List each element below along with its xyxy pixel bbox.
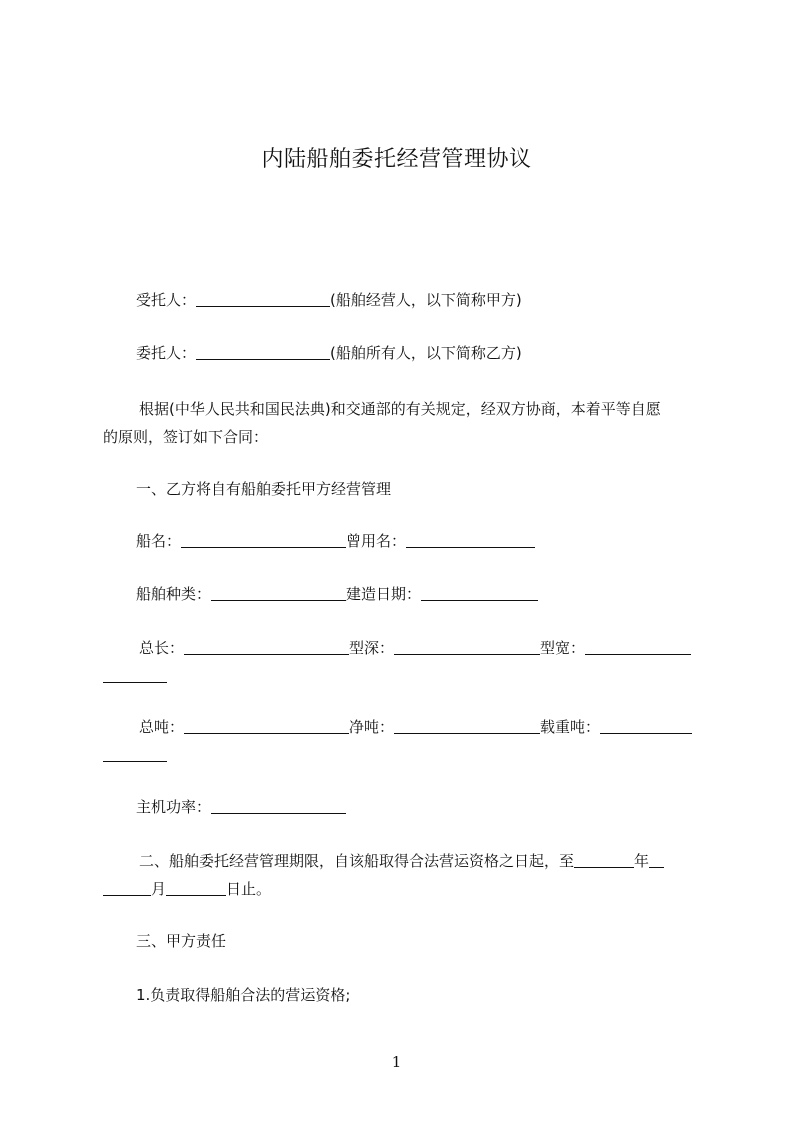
- trustee-note: (船舶经营人，以下简称甲方): [330, 291, 522, 309]
- document-title: 内陆船舶委托经营管理协议: [261, 147, 532, 172]
- preamble-line-1: 根据(中华人民共和国民法典)和交通部的有关规定，经双方协商，本着平等自愿: [139, 400, 661, 418]
- entrustor-label: 委托人：: [136, 344, 197, 362]
- ship-type-line: [103, 578, 736, 610]
- ship-name-label: 船名：: [136, 532, 182, 550]
- width-label: 型宽：: [540, 639, 586, 657]
- ship-name-blank[interactable]: [181, 529, 346, 548]
- ship-type-blank[interactable]: [211, 582, 346, 601]
- section-2-text: 二、船舶委托经营管理期限，自该船取得合法营运资格之日起，至: [139, 852, 575, 870]
- former-name-label: 曾用名：: [346, 532, 407, 550]
- net-ton-label: 净吨：: [349, 718, 395, 736]
- trustee-line: [103, 284, 736, 316]
- length-blank[interactable]: [184, 636, 349, 655]
- deadweight-label: 载重吨：: [540, 718, 601, 736]
- trustee-label: 受托人：: [136, 291, 197, 309]
- power-label: 主机功率：: [136, 798, 212, 816]
- year-label: 年: [634, 852, 650, 870]
- day-end-label: 日止。: [226, 880, 272, 898]
- entrustor-line: [103, 337, 736, 369]
- length-label: 总长：: [139, 639, 185, 657]
- dimensions-line-wrap: [103, 660, 167, 692]
- tonnage-line-wrap: [103, 739, 167, 771]
- width-blank-continued[interactable]: [103, 664, 167, 683]
- entrustor-note: (船舶所有人，以下简称乙方): [330, 344, 522, 362]
- dimensions-line: [103, 632, 739, 664]
- gross-ton-label: 总吨：: [139, 718, 185, 736]
- deadweight-blank[interactable]: [600, 715, 692, 734]
- ship-name-line: [103, 525, 736, 557]
- power-line: [103, 791, 736, 823]
- section-3-heading: 三、甲方责任: [136, 932, 227, 950]
- depth-label: 型深：: [349, 639, 395, 657]
- section-3-item-1: 1.负责取得船舶合法的营运资格;: [136, 986, 351, 1004]
- build-date-blank[interactable]: [421, 582, 538, 601]
- end-month-blank-continued[interactable]: [103, 877, 151, 896]
- section-2-line-2: [103, 873, 271, 905]
- preamble-line-2: 的原则，签订如下合同：: [103, 428, 269, 446]
- tonnage-line: [103, 711, 739, 743]
- entrustor-blank[interactable]: [196, 341, 330, 360]
- section-1-heading: 一、乙方将自有船舶委托甲方经营管理: [136, 480, 392, 498]
- trustee-blank[interactable]: [196, 288, 330, 307]
- end-year-blank[interactable]: [574, 849, 634, 868]
- build-date-label: 建造日期：: [346, 585, 422, 603]
- gross-ton-blank[interactable]: [184, 715, 349, 734]
- end-month-blank[interactable]: [649, 849, 664, 868]
- former-name-blank[interactable]: [406, 529, 535, 548]
- depth-blank[interactable]: [394, 636, 540, 655]
- end-day-blank[interactable]: [166, 877, 226, 896]
- ship-type-label: 船舶种类：: [136, 585, 212, 603]
- power-blank[interactable]: [211, 795, 346, 814]
- width-blank[interactable]: [585, 636, 691, 655]
- month-label: 月: [151, 880, 167, 898]
- page-number: 1: [391, 1053, 402, 1071]
- deadweight-blank-continued[interactable]: [103, 743, 167, 762]
- net-ton-blank[interactable]: [394, 715, 540, 734]
